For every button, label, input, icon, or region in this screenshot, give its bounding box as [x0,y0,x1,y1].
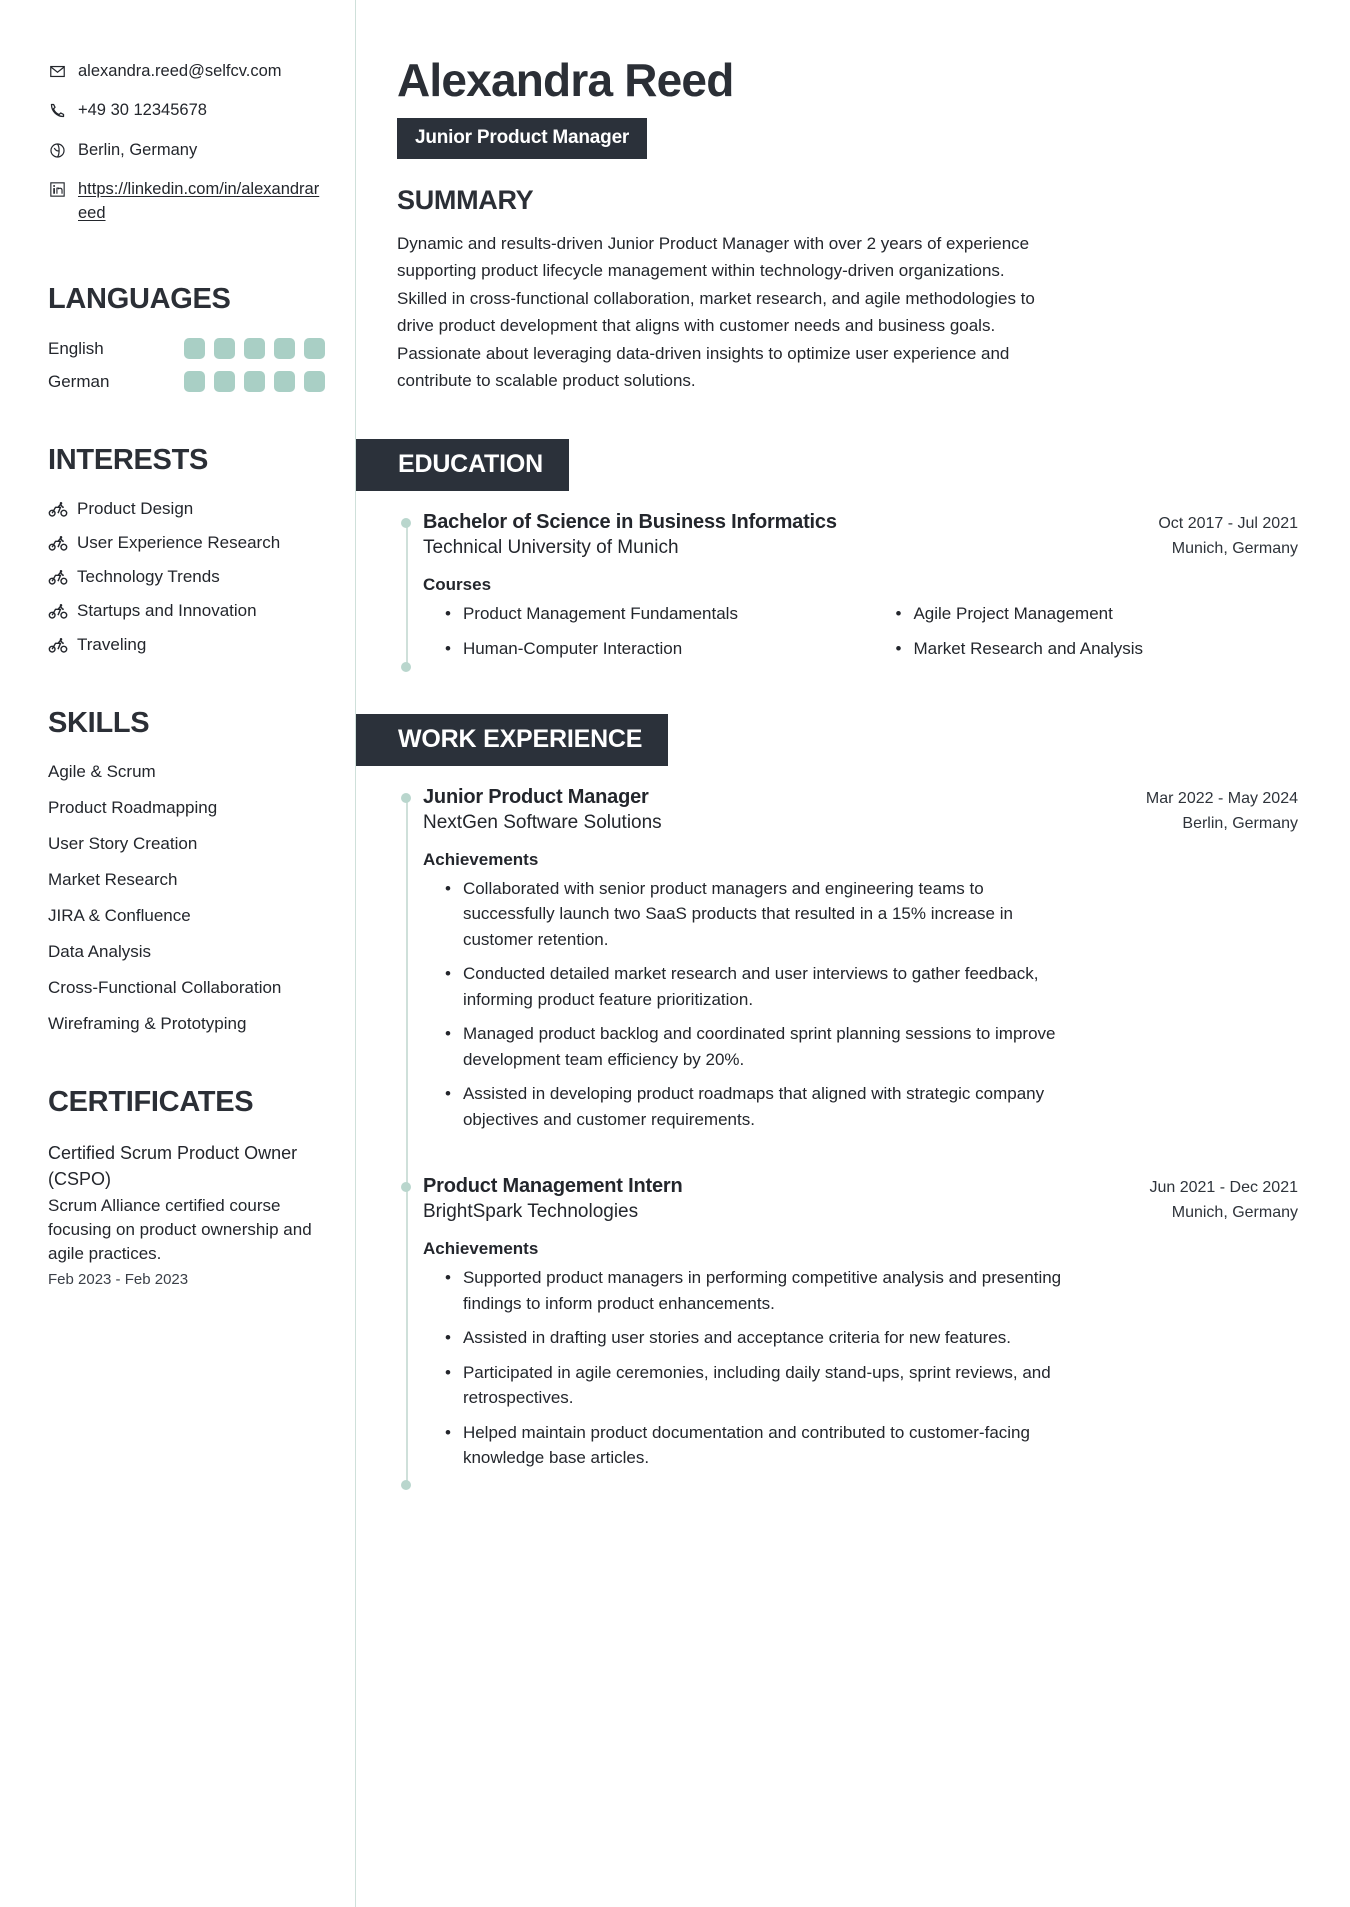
skills-section [48,707,325,1034]
contact-text[interactable]: https://linkedin.com/in/alexandrareed [78,180,320,222]
bullet-icon: • [895,639,902,659]
proficiency-dot [274,338,295,359]
proficiency-dot [214,371,235,392]
certificate-description: Scrum Alliance certified course focusing on product ownership and agile practices. [48,1196,312,1264]
interest-item [48,601,325,621]
course-item [874,601,1299,627]
achievement-item [423,1265,1073,1316]
course-label: Human-Computer Interaction [462,639,683,659]
envelope-icon [48,62,67,81]
contact-item [48,139,325,162]
skill-item: JIRA & Confluence [48,906,191,926]
achievement-text: Assisted in drafting user stories and acceptance criteria for new features. [462,1328,1012,1348]
job-title-badge: Junior Product Manager [397,118,647,159]
skill-item: Product Roadmapping [48,798,218,818]
interests-heading: INTERESTS [48,444,209,477]
education-section-badge: EDUCATION [356,439,569,491]
bullet-icon: • [445,1024,451,1044]
summary-body: Dynamic and results-driven Junior Product Manager with over 2 years of experience supporting product lifecycle management within technology-driven organizations. Skilled in cross-functional collaboration, market research, and agile methodologies to drive product development that aligns with customer needs and business goals. Passionate about leveraging data-driven insights to optimize user experience and contribute to scalable product solutions. [397,233,1035,391]
contact-list [48,60,325,225]
course-label: Market Research and Analysis [913,639,1144,659]
skills-heading: SKILLS [48,707,150,740]
proficiency-meter [184,338,325,359]
education-date: Oct 2017 - Jul 2021 [1158,514,1298,532]
contact-item [48,60,325,83]
company-name: BrightSpark Technologies [423,1201,639,1223]
achievement-text: Conducted detailed market research and user interviews to gather feedback, informing product feature prioritization. [462,964,1039,1009]
achievement-item [423,961,1073,1012]
interest-label: Product Design [77,499,194,519]
bullet-icon: • [445,1328,451,1348]
languages-list [48,338,325,392]
course-item [423,601,848,627]
main-column [356,0,1350,1907]
language-name: German [48,371,110,391]
job-location: Berlin, Germany [1182,814,1298,832]
skill-item: Agile & Scrum [48,762,156,782]
phone-icon [48,101,67,120]
achievements-list [423,1265,1298,1471]
education-list [397,511,1298,670]
candidate-name: Alexandra Reed [397,54,734,106]
achievement-item [423,876,1073,953]
interest-label: Startups and Innovation [77,601,257,621]
contact-text: alexandra.reed@selfcv.com [78,62,282,80]
contact-item [48,99,325,122]
certificates-heading: CERTIFICATES [48,1086,254,1119]
certificate-date: Feb 2023 - Feb 2023 [48,1270,189,1288]
bicycle-icon [48,601,68,621]
bullet-icon: • [445,639,451,659]
contact-item[interactable] [48,178,325,225]
proficiency-dot [304,338,325,359]
course-label: Agile Project Management [913,603,1113,623]
achievement-text: Supported product managers in performing competitive analysis and presenting findings to inform product enhancements. [462,1268,1062,1313]
bullet-icon: • [445,603,451,623]
skill-item: Wireframing & Prototyping [48,1014,247,1034]
achievements-list [423,876,1298,1133]
proficiency-dot [244,338,265,359]
interest-label: User Experience Research [77,533,281,553]
bullet-icon: • [895,603,902,623]
proficiency-dot [244,371,265,392]
bicycle-icon [48,635,68,655]
achievement-item [423,1325,1073,1351]
language-name: English [48,338,104,358]
interest-label: Traveling [77,635,147,655]
contact-text: Berlin, Germany [78,140,198,159]
bicycle-icon [48,533,68,553]
proficiency-dot [274,371,295,392]
company-name: NextGen Software Solutions [423,811,662,833]
bicycle-icon [48,567,68,587]
work-list [397,786,1298,1488]
certificate-title: Certified Scrum Product Owner (CSPO) [48,1143,298,1189]
work-section-badge: WORK EXPERIENCE [356,714,668,766]
languages-section [48,283,325,392]
interest-item [48,499,325,519]
skill-item: Cross-Functional Collaboration [48,978,282,998]
job-date: Jun 2021 - Dec 2021 [1149,1179,1298,1197]
school-name: Technical University of Munich [423,536,679,558]
achievement-item [423,1420,1073,1471]
skill-item: Market Research [48,870,178,890]
linkedin-icon [48,180,67,199]
proficiency-dot [304,371,325,392]
sidebar [0,0,355,1907]
education-location: Munich, Germany [1171,539,1298,557]
achievement-text: Managed product backlog and coordinated sprint planning sessions to improve development team efficiency by 20%. [462,1024,1056,1069]
education-entry [423,511,1298,670]
job-role: Product Management Intern [423,1175,683,1198]
proficiency-dot [184,371,205,392]
skill-item: Data Analysis [48,942,151,962]
bicycle-icon [48,499,68,519]
language-item [48,371,325,392]
proficiency-dot [184,338,205,359]
work-entry [423,786,1298,1150]
achievement-item [423,1360,1073,1411]
skills-list [48,762,325,1034]
course-item [423,636,848,662]
course-label: Product Management Fundamentals [462,603,738,623]
globe-icon [48,141,67,160]
certificates-list [48,1141,325,1287]
interest-item [48,533,325,553]
languages-heading: LANGUAGES [48,283,231,316]
certificates-section [48,1086,325,1287]
bullet-icon: • [445,1268,451,1288]
achievement-text: Collaborated with senior product managers and engineering teams to successfully launch two SaaS products that resulted in a 15% increase in customer retention. [462,878,1013,949]
courses-label: Courses [423,574,492,594]
bullet-icon: • [445,1362,451,1382]
job-date: Mar 2022 - May 2024 [1145,789,1298,807]
course-item [874,636,1299,662]
bullet-icon: • [445,878,451,898]
bullet-icon: • [445,1084,451,1104]
certificate-item [48,1141,325,1287]
proficiency-meter [184,371,325,392]
proficiency-dot [214,338,235,359]
contact-text: +49 30 12345678 [78,101,207,120]
interests-list [48,499,325,655]
skill-item: User Story Creation [48,834,198,854]
work-entry [423,1175,1298,1488]
degree-title: Bachelor of Science in Business Informatics [423,510,837,533]
summary-heading: SUMMARY [397,184,534,215]
achievement-text: Helped maintain product documentation and contributed to customer-facing knowledge base articles. [462,1422,1030,1468]
achievement-text: Assisted in developing product roadmaps that aligned with strategic company objectives and customer requirements. [462,1084,1045,1129]
achievement-item [423,1081,1073,1132]
achievements-label: Achievements [423,849,539,869]
interest-label: Technology Trends [77,567,220,587]
bullet-icon: • [445,964,451,984]
language-item [48,338,325,359]
job-location: Munich, Germany [1171,1204,1298,1222]
interest-item [48,567,325,587]
interest-item [48,635,325,655]
bullet-icon: • [445,1422,451,1442]
achievement-text: Participated in agile ceremonies, including daily stand-ups, sprint reviews, and retrospectives. [462,1362,1051,1408]
courses-list [423,601,1298,662]
interests-section [48,444,325,655]
achievements-label: Achievements [423,1239,539,1259]
job-role: Junior Product Manager [423,785,649,808]
achievement-item [423,1021,1073,1072]
